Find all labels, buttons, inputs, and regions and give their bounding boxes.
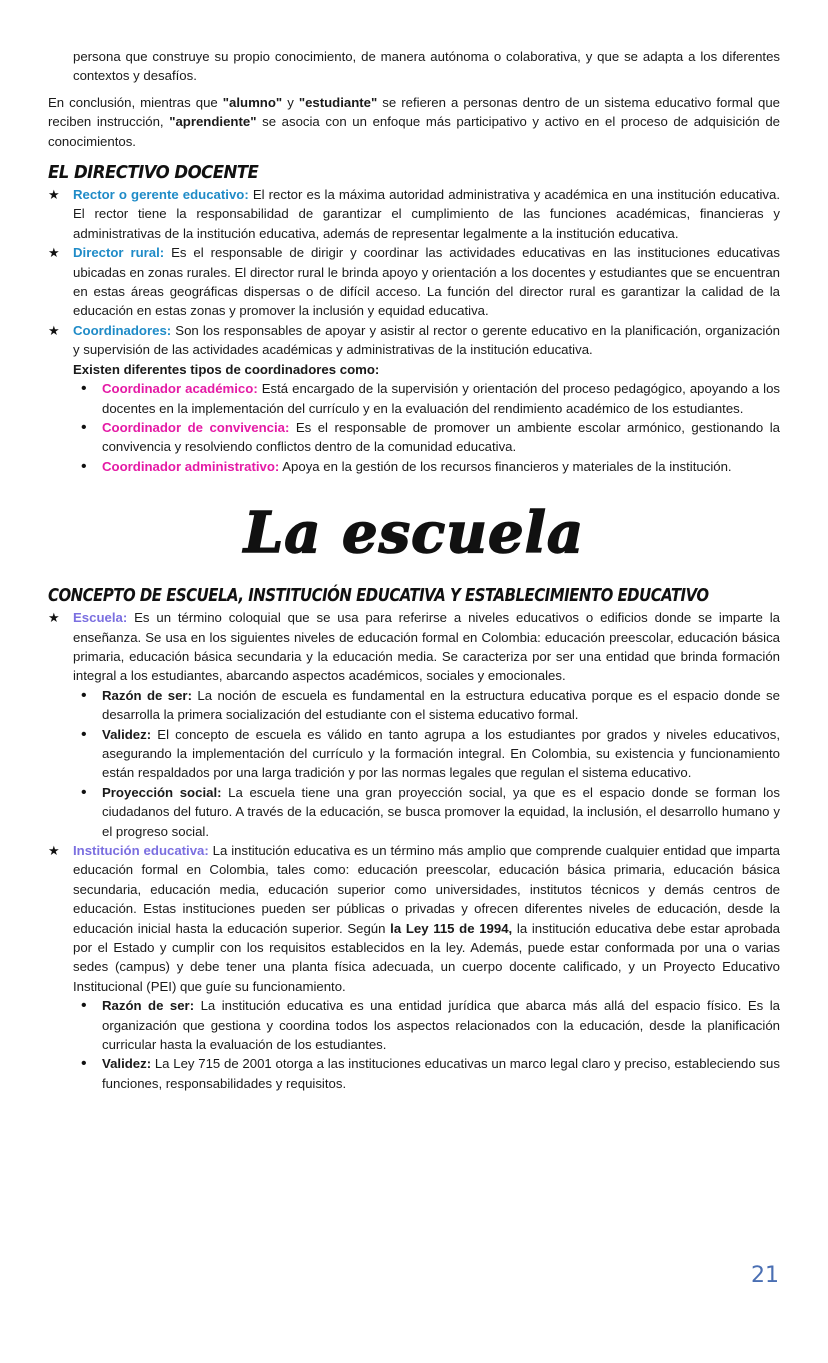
term-estudiante: "estudiante" bbox=[298, 94, 378, 110]
section-heading-concepto: CONCEPTO DE ESCUELA, INSTITUCIÓN EDUCATIVA Y ESTABLECIMIENTO EDUCATIVO bbox=[48, 585, 709, 607]
term-director-rural: Director rural: bbox=[73, 245, 165, 261]
sublist-item-administrativo bbox=[73, 457, 780, 476]
item-description: Apoya en la gestión de los recursos financieros y materiales de la institución. bbox=[279, 458, 732, 474]
coordinadores-subheading: Existen diferentes tipos de coordinadores como: bbox=[73, 361, 380, 377]
item-description: Es un término coloquial que se usa para referirse a niveles educativos o edificios donde se imparte la enseñanza. Se usa en los siguientes niveles de educación formal en Colombia: educación preescolar, educación básica primaria, educación básica secundaria y la educación media. Se caracteriza por ser una entidad que brinda formación integral a los estudiantes, abarcando aspectos académicos, sociales y emocionales. bbox=[73, 610, 780, 684]
intro-continuation: persona que construye su propio conocimiento, de manera autónoma o colaborativa, y que se adapta a los diferentes contextos y desafíos. bbox=[73, 49, 780, 84]
term-coordinador-administrativo: Coordinador administrativo: bbox=[102, 458, 280, 474]
conclusion-text: y bbox=[282, 94, 299, 110]
conclusion-text: se refieren a personas dentro de un sistema educativo formal que reciben instrucción, bbox=[48, 94, 780, 130]
term-coordinador-academico: Coordinador académico: bbox=[102, 381, 258, 397]
item-description: El rector es la máxima autoridad administrativa y académica en una institución educativa. El rector tiene la responsabilidad de garantizar el cumplimiento de las funciones académicas, financieras y administrativas de la institución educativa, además de representar legalmente a la institución educativa. bbox=[73, 187, 781, 241]
item-description: Es el responsable de promover un ambiente escolar armónico, gestionando la convivencia y resolviendo conflictos dentro de la comunidad educativa. bbox=[102, 419, 780, 455]
list-item-director-rural bbox=[48, 243, 780, 321]
term-aprendiente: "aprendiente" bbox=[169, 114, 257, 130]
item-description: La Ley 715 de 2001 otorga a las instituciones educativas un marco legal claro y preciso, estableciendo sus funciones, responsabilidades y requisitos. bbox=[102, 1056, 780, 1091]
sublist-item-convivencia bbox=[73, 418, 780, 457]
list-item-rector bbox=[48, 185, 780, 243]
item-description: Es el responsable de dirigir y coordinar las actividades educativas en las instituciones educativas ubicadas en zonas rurales. El director rural le brinda apoyo y orientación a los docentes y estudiantes que se encuentran en estas áreas geográficas dispersas o de difícil acceso. La función del director rural es garantizar la calidad de la educación en estas zonas y promover la inclusión y equidad educativa. bbox=[73, 245, 780, 319]
directivo-list bbox=[48, 185, 780, 476]
page-number: 21 bbox=[751, 1263, 779, 1288]
item-description: la institución educativa debe estar aprobada por el Estado y cumplir con los requisitos establecidos en la ley. Además, puede estar conformada por una o varias sedes (campus) y debe tener una planta física adecuada, un cuerpo docente calificado, y un Proyecto Educativo Institucional (PEI) que guíe su funcionamiento. bbox=[73, 920, 780, 994]
term-validez: Validez: bbox=[102, 1056, 152, 1072]
chapter-title: La escuela bbox=[243, 500, 585, 567]
escuela-sublist bbox=[73, 686, 780, 841]
item-description: Son los responsables de apoyar y asistir al rector o gerente educativo en la planificación, organización y supervisión de las actividades académicas y administrativas de la institución educativa. bbox=[73, 322, 780, 358]
term-razon-de-ser: Razón de ser: bbox=[102, 998, 195, 1014]
item-description: La institución educativa es una entidad jurídica que abarca más allá del espacio físico. Es la organización que gestiona y coordina todos los aspectos relacionados con la educación, desde la planificación curricular hasta la evaluación de los estudiantes. bbox=[102, 998, 780, 1053]
item-description: La institución educativa es un término más amplio que comprende cualquier entidad que imparta educación formal en Colombia, tales como: educación preescolar, educación básica primaria, educación básica secundaria, educación media, educación superior como universidades, institutos técnicos y demás centros de educación. Estas instituciones pueden ser públicas o privadas y ofrecen diferentes niveles de educación, desde la educación inicial hasta la educación superior. Según bbox=[73, 843, 780, 936]
term-alumno: "alumno" bbox=[222, 94, 283, 110]
law-reference: la Ley 115 de 1994, bbox=[390, 920, 513, 936]
term-coordinador-convivencia: Coordinador de convivencia: bbox=[102, 419, 290, 435]
term-coordinadores: Coordinadores: bbox=[73, 322, 172, 338]
sublist-item-razon bbox=[73, 996, 780, 1054]
sublist-item-validez bbox=[73, 725, 780, 783]
conclusion-paragraph bbox=[48, 93, 780, 151]
term-validez: Validez: bbox=[102, 726, 152, 742]
list-item-coordinadores bbox=[48, 321, 780, 476]
term-proyeccion-social: Proyección social: bbox=[102, 784, 222, 800]
concepto-list bbox=[48, 608, 780, 1093]
list-item-escuela bbox=[48, 608, 780, 841]
term-escuela: Escuela: bbox=[73, 610, 128, 626]
term-institucion-educativa: Institución educativa: bbox=[73, 843, 209, 858]
coordinadores-sublist bbox=[48, 379, 780, 476]
item-description: La noción de escuela es fundamental en la estructura educativa porque es el espacio donde se desarrolla la primera socialización del estudiante con el sistema educativo formal. bbox=[102, 687, 780, 723]
term-razon-de-ser: Razón de ser: bbox=[102, 687, 192, 703]
institucion-sublist bbox=[73, 996, 780, 1093]
conclusion-text: En conclusión, mientras que bbox=[48, 94, 223, 110]
sublist-item-validez bbox=[73, 1054, 780, 1093]
list-item-institucion bbox=[48, 841, 780, 1093]
sublist-item-academico bbox=[73, 379, 780, 418]
term-rector: Rector o gerente educativo: bbox=[73, 187, 249, 203]
item-description: El concepto de escuela es válido en tanto agrupa a los estudiantes por grados y niveles educativos, asegurando la implementación del currículo y la formación integral. En Colombia, su existencia y funcionamiento están respaldados por una larga tradición y por las normas legales que regulan el sistema educativo. bbox=[102, 726, 780, 781]
sublist-item-proyeccion bbox=[73, 783, 780, 841]
sublist-item-razon bbox=[73, 686, 780, 725]
conclusion-text: se asocia con un enfoque más participativo y activo en el proceso de adquisición de conocimientos. bbox=[48, 114, 780, 149]
section-heading-directivo: EL DIRECTIVO DOCENTE bbox=[48, 162, 259, 184]
item-description: Está encargado de la supervisión y orientación del proceso pedagógico, apoyando a los docentes en la implementación del currículo y en la evaluación del rendimiento académico de los estudiantes. bbox=[102, 381, 780, 416]
document-page bbox=[48, 47, 780, 1093]
item-description: La escuela tiene una gran proyección social, ya que es el espacio donde se forman los ciudadanos del futuro. A través de la educación, se busca promover la equidad, la inclusión, el desarrollo humano y el progreso social. bbox=[102, 784, 780, 839]
